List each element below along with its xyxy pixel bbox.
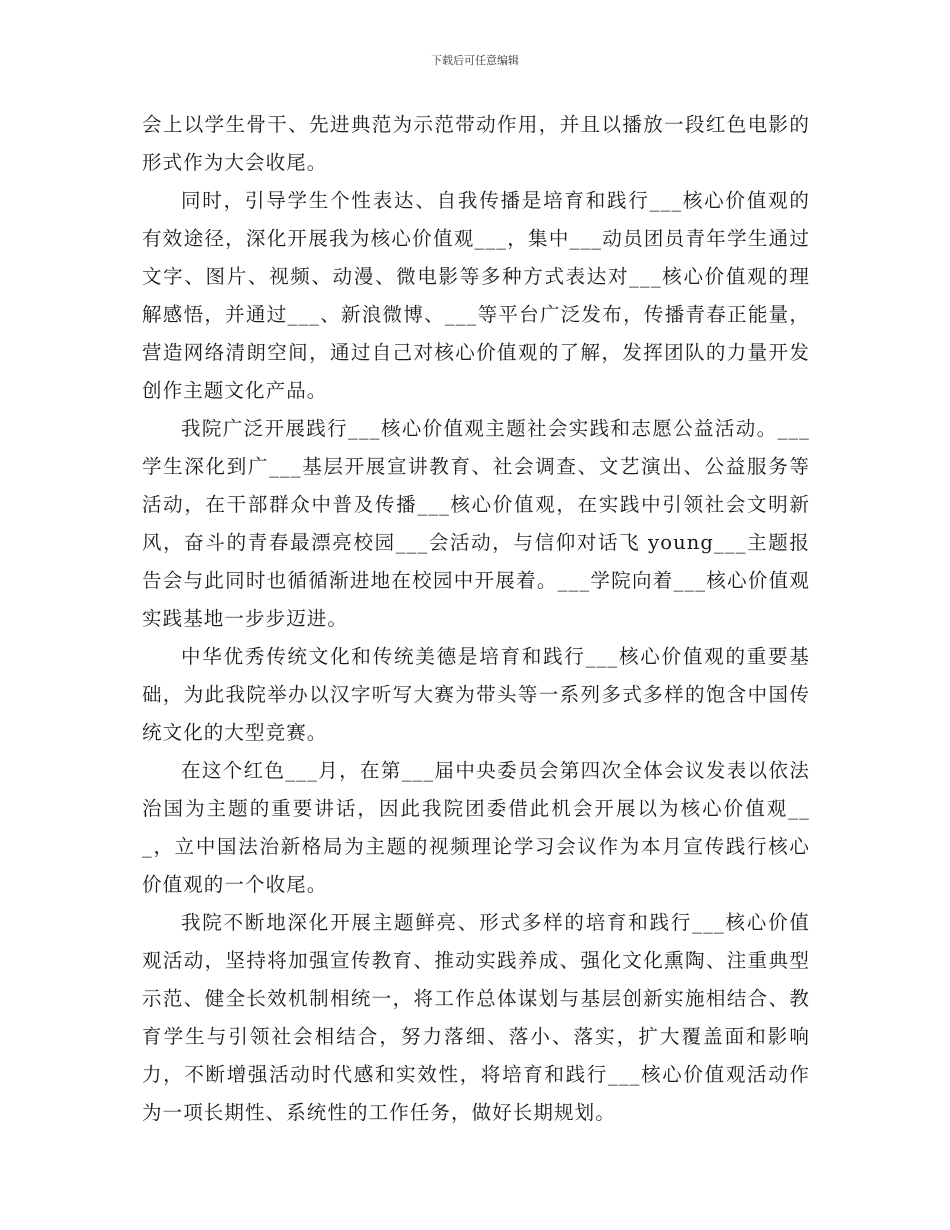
page-header: 下载后可任意编辑 (431, 54, 519, 67)
paragraph-summary: 我院不断地深化开展主题鲜亮、形式多样的培育和践行___核心价值观活动，坚持将加强宣传教育、推动实践养成、强化文化熏陶、注重典型示范、健全长效机制相统一，将工作总体谋划与基层创新实施相结合、教育学生与引领社会相结合，努力落细、落小、落实，扩大覆盖面和影响力，不断增强活动时代感和实效性，将培育和践行___核心价值观活动作为一项长期性、系统性的工作任务，做好长期规划。 (142, 911, 810, 1124)
paragraph-social-practice: 我院广泛开展践行___核心价值观主题社会实践和志愿公益活动。___学生深化到广___基层开展宣讲教育、社会调查、文艺演出、公益服务等活动，在干部群众中普及传播___核心价值观，在实践中引领社会文明新风，奋斗的青春最漂亮校园___会活动，与信仰对话飞 young___主题报告会与此同时也循循渐进地在校园中开展着。___学院向着___核心价值观实践基地一步步迈进。 (142, 417, 810, 630)
paragraph-rule-of-law: 在这个红色___月，在第___届中央委员会第四次全体会议发表以依法治国为主题的重要讲话，因此我院团委借此机会开展以为核心价值观___，立中国法治新格局为主题的视频理论学习会议作为本月宣传践行核心价值观的一个收尾。 (142, 759, 810, 896)
paragraph-traditional-culture: 中华优秀传统文化和传统美德是培育和践行___核心价值观的重要基础，为此我院举办以汉字听写大赛为带头等一系列多式多样的饱含中国传统文化的大型竞赛。 (142, 645, 810, 744)
document-body (142, 106, 810, 1132)
paragraph-self-expression: 同时，引导学生个性表达、自我传播是培育和践行___核心价值观的有效途径，深化开展我为核心价值观___，集中___动员团员青年学生通过文字、图片、视频、动漫、微电影等多种方式表达对___核心价值观的理解感悟，并通过___、新浪微博、___等平台广泛发布，传播青春正能量，营造网络清朗空间，通过自己对核心价值观的了解，发挥团队的力量开发创作主题文化产品。 (142, 189, 810, 402)
paragraph-continuation: 会上以学生骨干、先进典范为示范带动作用，并且以播放一段红色电影的形式作为大会收尾。 (142, 113, 810, 174)
